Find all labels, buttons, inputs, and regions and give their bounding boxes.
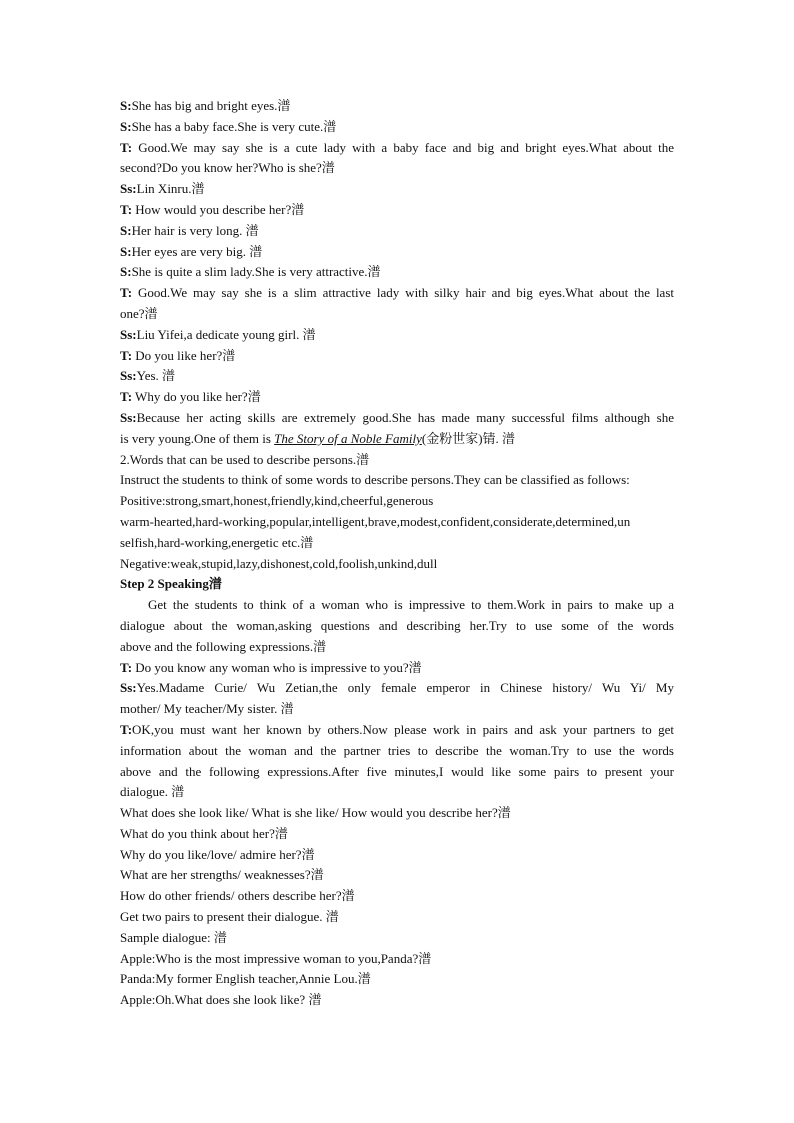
dialogue-line (120, 221, 674, 242)
paragraph-line: above and the following expressions.潽 (120, 638, 327, 654)
dialogue-text: How would you describe her?潽 (132, 201, 305, 217)
dialogue-text: Her hair is very long. 潽 (131, 222, 259, 238)
question-line: Get two pairs to present their dialogue. 潽 (120, 909, 339, 925)
speaker-label: S: (120, 222, 132, 238)
dialogue-continuation: dialogue. 潽 (120, 784, 185, 800)
question-line: What are her strengths/ weaknesses?潽 (120, 867, 324, 883)
continuation-text: is very young.One of them is (120, 430, 275, 446)
sample-dialogue-line: Apple:Oh.What does she look like? 潽 (120, 992, 322, 1008)
dialogue-text: Liu Yifei,a dedicate young girl. 潽 (136, 326, 316, 342)
dialogue-continuation: mother/ My teacher/My sister. 潽 (120, 701, 294, 717)
dialogue-text: Yes.Madame Curie/ Wu Zetian,the only female emperor in Chinese history/ Wu Yi/ My (136, 680, 674, 696)
continuation-text: (金粉世家)锖. 潽 (421, 430, 516, 446)
dialogue-text: Good.We may say she is a slim attractive lady with silky hair and big eyes.What about the last (132, 285, 674, 301)
speaker-label: S: (120, 98, 132, 113)
dialogue-text: Because her acting skills are extremely good.She has made many successful films although she (136, 409, 674, 425)
question-line: How do other friends/ others describe her?潽 (120, 888, 355, 904)
dialogue-line (120, 138, 674, 159)
dialogue-text: She has a baby face.She is very cute.潽 (131, 118, 337, 134)
negative-words: Negative:weak,stupid,lazy,dishonest,cold,foolish,unkind,dull (120, 555, 438, 571)
speaker-label: Ss: (120, 680, 137, 696)
dialogue-text: OK,you must want her known by others.Now please work in pairs and ask your partners to get (132, 721, 674, 737)
dialogue-text: Good.We may say she is a cute lady with a baby face and big and bright eyes.What about the (132, 139, 674, 155)
speaker-label: T: (120, 285, 133, 301)
dialogue-text: Lin Xinru.潽 (136, 181, 205, 197)
section-heading: 2.Words that can be used to describe persons.潽 (120, 451, 370, 467)
dialogue-continuation (120, 429, 674, 450)
sample-dialogue-label: Sample dialogue: 潽 (120, 929, 227, 945)
dialogue-text: She has big and bright eyes.潽 (131, 98, 291, 113)
dialogue-line (120, 325, 674, 346)
document-page (120, 96, 674, 1011)
dialogue-text: She is quite a slim lady.She is very attractive.潽 (131, 264, 381, 280)
dialogue-line (120, 387, 674, 408)
speaker-label: T: (120, 139, 133, 155)
speaker-label: S: (120, 118, 132, 134)
dialogue-line (120, 366, 674, 387)
dialogue-text: Yes. 潽 (136, 368, 176, 384)
dialogue-line (120, 658, 674, 679)
speaker-label: T: (120, 721, 133, 737)
speaker-label: Ss: (120, 326, 137, 342)
dialogue-continuation: above and the following expressions.After five minutes,I would like some pairs to present your (120, 763, 674, 779)
dialogue-line (120, 96, 674, 117)
dialogue-line (120, 283, 674, 304)
dialogue-line (120, 262, 674, 283)
instruction-text: Instruct the students to think of some words to describe persons.They can be classified as follows: (120, 472, 630, 488)
speaker-label: S: (120, 264, 132, 280)
sample-dialogue-line: Panda:My former English teacher,Annie Lou.潽 (120, 971, 371, 987)
speaker-label: T: (120, 389, 133, 405)
speaker-label: Ss: (120, 181, 137, 197)
dialogue-text: Do you know any woman who is impressive to you?潽 (132, 659, 422, 675)
paragraph-line: dialogue about the woman,asking questions and describing her.Try to use some of the words (120, 617, 674, 633)
dialogue-continuation: one?潽 (120, 305, 158, 321)
speaker-label: Ss: (120, 409, 137, 425)
dialogue-line (120, 720, 674, 741)
dialogue-text: Do you like her?潽 (132, 347, 236, 363)
dialogue-line (120, 242, 674, 263)
dialogue-line (120, 408, 674, 429)
question-line: Why do you like/love/ admire her?潽 (120, 846, 315, 862)
speaker-label: T: (120, 659, 133, 675)
speaker-label: T: (120, 347, 133, 363)
dialogue-continuation: second?Do you know her?Who is she?潽 (120, 160, 335, 176)
positive-words: Positive:strong,smart,honest,friendly,kind,cheerful,generous (120, 493, 434, 509)
question-line: What do you think about her?潽 (120, 825, 288, 841)
dialogue-line (120, 179, 674, 200)
dialogue-line (120, 117, 674, 138)
question-line: What does she look like/ What is she like/ How would you describe her?潽 (120, 805, 511, 821)
positive-words: warm-hearted,hard-working,popular,intelligent,brave,modest,confident,considerate,determined,un (120, 513, 631, 529)
speaker-label: S: (120, 243, 132, 259)
dialogue-text: Why do you like her?潽 (132, 389, 261, 405)
dialogue-continuation: information about the woman and the partner tries to describe the woman.Try to use the words (120, 742, 674, 758)
dialogue-line (120, 678, 674, 699)
dialogue-text: Her eyes are very big. 潽 (131, 243, 263, 259)
dialogue-line (120, 200, 674, 221)
dialogue-line (120, 346, 674, 367)
step-heading: Step 2 Speaking潽 (120, 576, 222, 592)
sample-dialogue-line: Apple:Who is the most impressive woman to you,Panda?潽 (120, 950, 432, 966)
speaker-label: T: (120, 201, 133, 217)
film-title: The Story of a Noble Family (274, 430, 422, 446)
positive-words: selfish,hard-working,energetic etc.潽 (120, 534, 314, 550)
speaker-label: Ss: (120, 368, 137, 384)
paragraph-line: Get the students to think of a woman who is impressive to them.Work in pairs to make up a (148, 597, 674, 613)
